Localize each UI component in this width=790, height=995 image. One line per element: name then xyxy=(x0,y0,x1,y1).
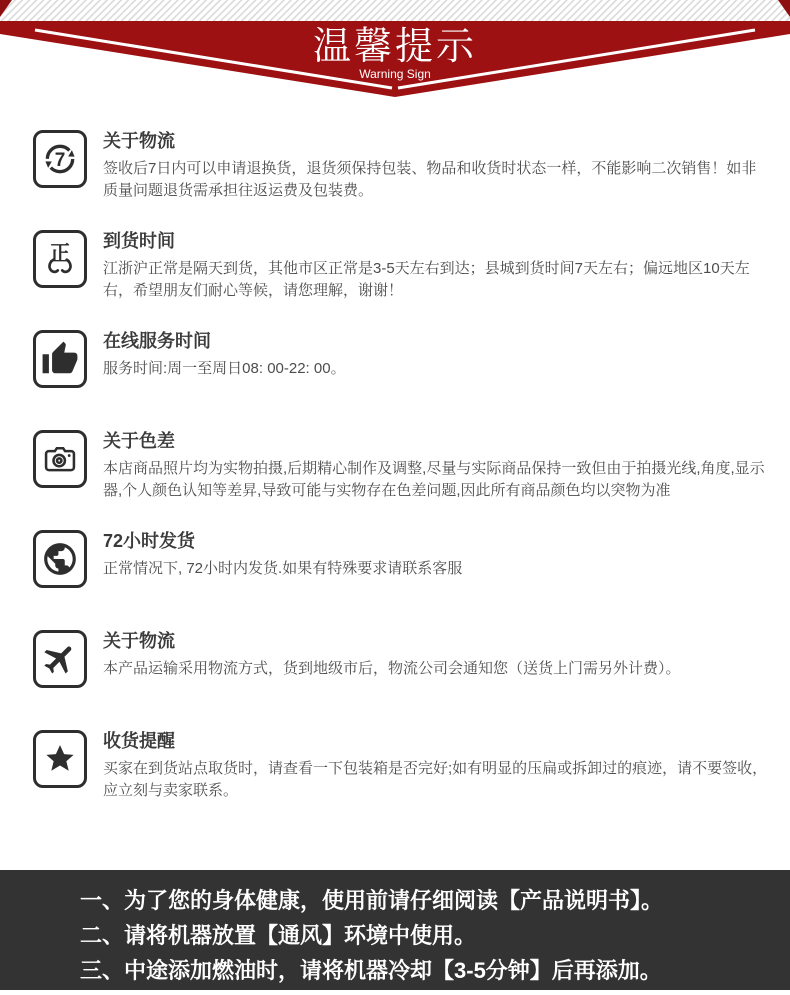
tip-content xyxy=(103,730,768,802)
tip-row-receipt-reminder xyxy=(33,730,768,830)
recycle-7-icon xyxy=(33,130,87,188)
airplane-icon xyxy=(33,630,87,688)
camera-icon xyxy=(33,430,87,488)
tip-row-color-difference xyxy=(33,430,768,530)
stripe-band xyxy=(0,0,790,22)
star-icon xyxy=(33,730,87,788)
tip-title: 关于物流 xyxy=(103,631,175,651)
tip-content xyxy=(103,630,681,680)
tip-content xyxy=(103,530,462,580)
tip-title: 收货提醒 xyxy=(103,731,175,751)
tip-text: 江浙沪正常是隔天到货，其他市区正常是3-5天左右到达；县城到货时间7天左右；偏远地区10天左右，希望朋友们耐心等候，请您理解，谢谢！ xyxy=(103,260,750,299)
notice-line-1: 一、为了您的身体健康，使用前请仔细阅读【产品说明书】。 xyxy=(80,888,664,913)
tip-title: 72小时发货 xyxy=(103,531,196,551)
banner-subtitle: Warning Sign xyxy=(359,67,431,81)
tip-row-72h-shipping xyxy=(33,530,768,630)
tip-text: 服务时间:周一至周日08: 00-22: 00。 xyxy=(103,360,346,377)
tip-text: 买家在到货站点取货时，请查看一下包装箱是否完好;如有明显的压扁或拆卸过的痕迹，请不要签收，应立刻与卖家联系。 xyxy=(103,760,768,799)
tip-title: 关于物流 xyxy=(103,131,175,151)
notice-line-3: 三、中途添加燃油时，请将机器冷却【3-5分钟】后再添加。 xyxy=(80,958,662,983)
tip-text: 本店商品照片均为实物拍摄,后期精心制作及调整,尽量与实际商品保持一致但由于拍摄光线,角度,显示器,个人颜色认知等差昇,导致可能与实物存在色差问题,因此所有商品颜色均以突物为准 xyxy=(103,460,765,499)
notice-line-2: 二、请将机器放置【通风】环境中使用。 xyxy=(80,923,477,948)
svg-text:正: 正 xyxy=(49,241,71,265)
tip-content xyxy=(103,430,768,502)
warm-tips-banner xyxy=(0,0,790,100)
tip-row-arrival-time xyxy=(33,230,768,330)
tips-list xyxy=(0,100,790,830)
tip-title: 到货时间 xyxy=(103,231,175,251)
banner-title: 温馨提示 xyxy=(312,26,478,68)
tip-text: 本产品运输采用物流方式，货到地级市后，物流公司会通知您（送货上门需另外计费）。 xyxy=(103,660,681,677)
tip-content xyxy=(103,330,346,380)
tip-text: 签收后7日内可以申请退换货，退货须保持包装、物品和收货时状态一样，不能影响二次销售！如非质量问题退货需承担往返运费及包装费。 xyxy=(103,160,757,199)
safety-notice-panel xyxy=(0,870,790,990)
tip-text: 正常情况下, 72小时内发货.如果有特殊要求请联系客服 xyxy=(103,560,463,577)
tip-row-logistics-delivery xyxy=(33,630,768,730)
tip-title: 在线服务时间 xyxy=(103,331,211,351)
hands-holding-zheng-icon xyxy=(33,230,87,288)
tip-content xyxy=(103,230,768,302)
globe-icon xyxy=(33,530,87,588)
svg-text:7: 7 xyxy=(54,149,66,171)
thumbs-up-icon xyxy=(33,330,87,388)
tip-title: 关于色差 xyxy=(103,431,175,451)
tip-row-logistics-return xyxy=(33,130,768,230)
tip-content xyxy=(103,130,768,202)
tip-row-service-hours xyxy=(33,330,768,430)
